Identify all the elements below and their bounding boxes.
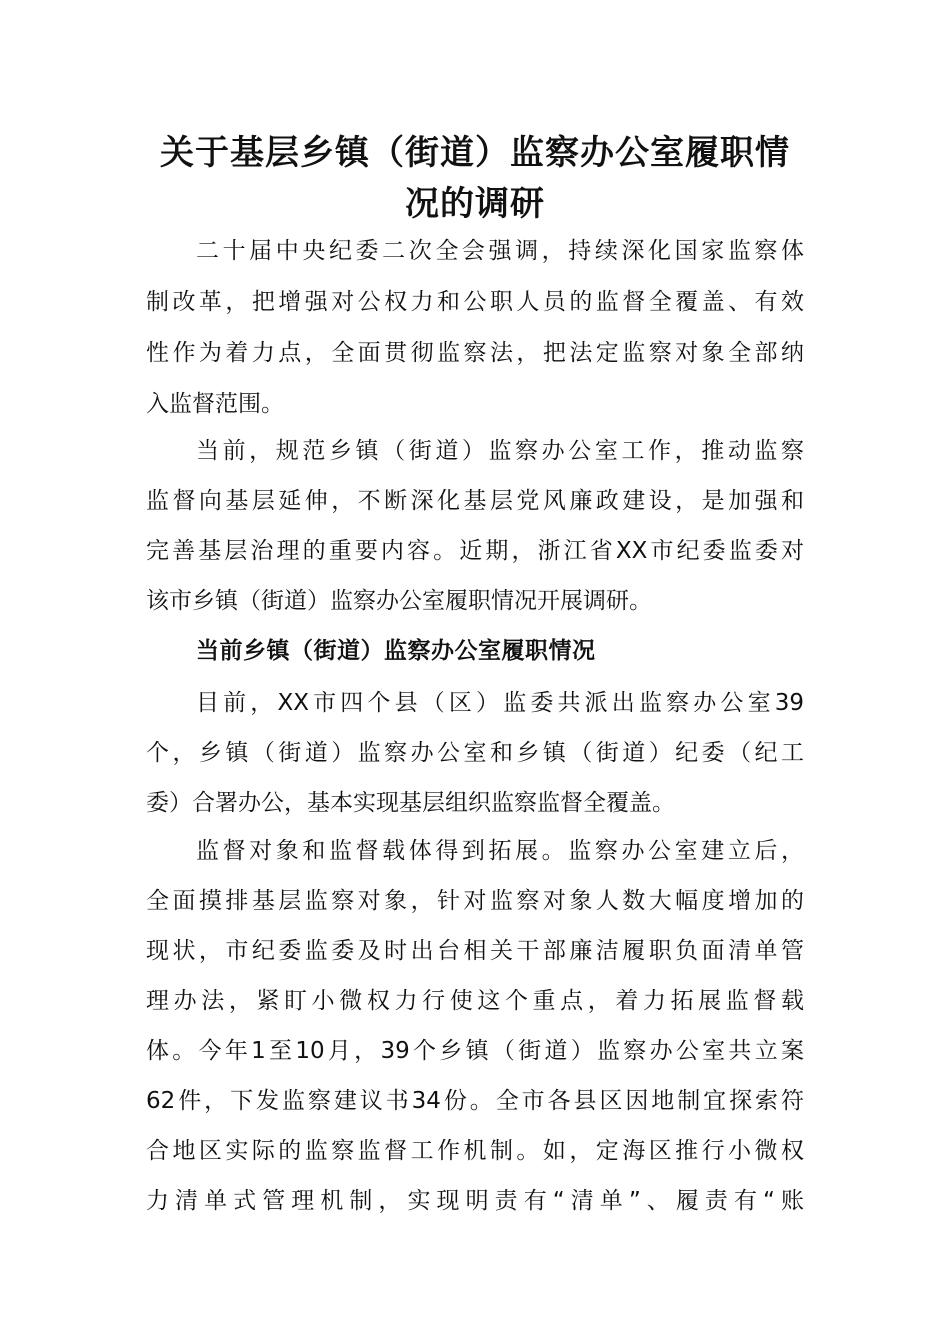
paragraph-4-line-8: 力清单式管理机制，实现明责有“清单”、履责有“账 bbox=[146, 1188, 804, 1214]
paragraph-3-line-3: 委）合署办公，基本实现基层组织监察监督全覆盖。 bbox=[146, 790, 675, 816]
paragraph-1-line-1: 二十届中央纪委二次全会强调，持续深化国家监察体 bbox=[196, 238, 804, 264]
paragraph-2-line-1: 当前，规范乡镇（街道）监察办公室工作，推动监察 bbox=[196, 438, 804, 464]
paragraph-1-line-4: 入监督范围。 bbox=[146, 391, 284, 417]
paragraph-4-line-7: 合地区实际的监察监督工作机制。如，定海区推行小微权 bbox=[146, 1138, 804, 1164]
document-title-line-2: 况的调研 bbox=[405, 184, 545, 224]
paragraph-4-line-1: 监督对象和监督载体得到拓展。监察办公室建立后， bbox=[196, 838, 804, 864]
paragraph-1-line-2: 制改革，把增强对公权力和公职人员的监督全覆盖、有效 bbox=[146, 289, 804, 315]
paragraph-2-line-2: 监督向基层延伸，不断深化基层党风廉政建设，是加强和 bbox=[146, 488, 804, 514]
paragraph-3-line-1: 目前，XX市四个县（区）监委共派出监察办公室39 bbox=[196, 690, 804, 716]
section-heading: 当前乡镇（街道）监察办公室履职情况 bbox=[196, 638, 596, 664]
paragraph-3-line-2: 个，乡镇（街道）监察办公室和乡镇（街道）纪委（纪工 bbox=[146, 740, 804, 766]
paragraph-4-line-5: 体。今年1至10月，39个乡镇（街道）监察办公室共立案 bbox=[146, 1038, 804, 1064]
document-title-line-1: 关于基层乡镇（街道）监察办公室履职情 bbox=[160, 133, 790, 173]
paragraph-4-line-4: 理办法，紧盯小微权力行使这个重点，着力拓展监督载 bbox=[146, 988, 804, 1014]
paragraph-2-line-3: 完善基层治理的重要内容。近期，浙江省XX市纪委监委对 bbox=[146, 538, 804, 564]
paragraph-4-line-3: 现状，市纪委监委及时出台相关干部廉洁履职负面清单管 bbox=[146, 938, 804, 964]
paragraph-2-line-4: 该市乡镇（街道）监察办公室履职情况开展调研。 bbox=[146, 588, 652, 614]
paragraph-4-line-6: 62件，下发监察建议书34份。全市各县区因地制宜探索符 bbox=[146, 1088, 804, 1114]
paragraph-4-line-2: 全面摸排基层监察对象，针对监察对象人数大幅度增加的 bbox=[146, 888, 804, 914]
paragraph-1-line-3: 性作为着力点，全面贯彻监察法，把法定监察对象全部纳 bbox=[146, 340, 804, 366]
